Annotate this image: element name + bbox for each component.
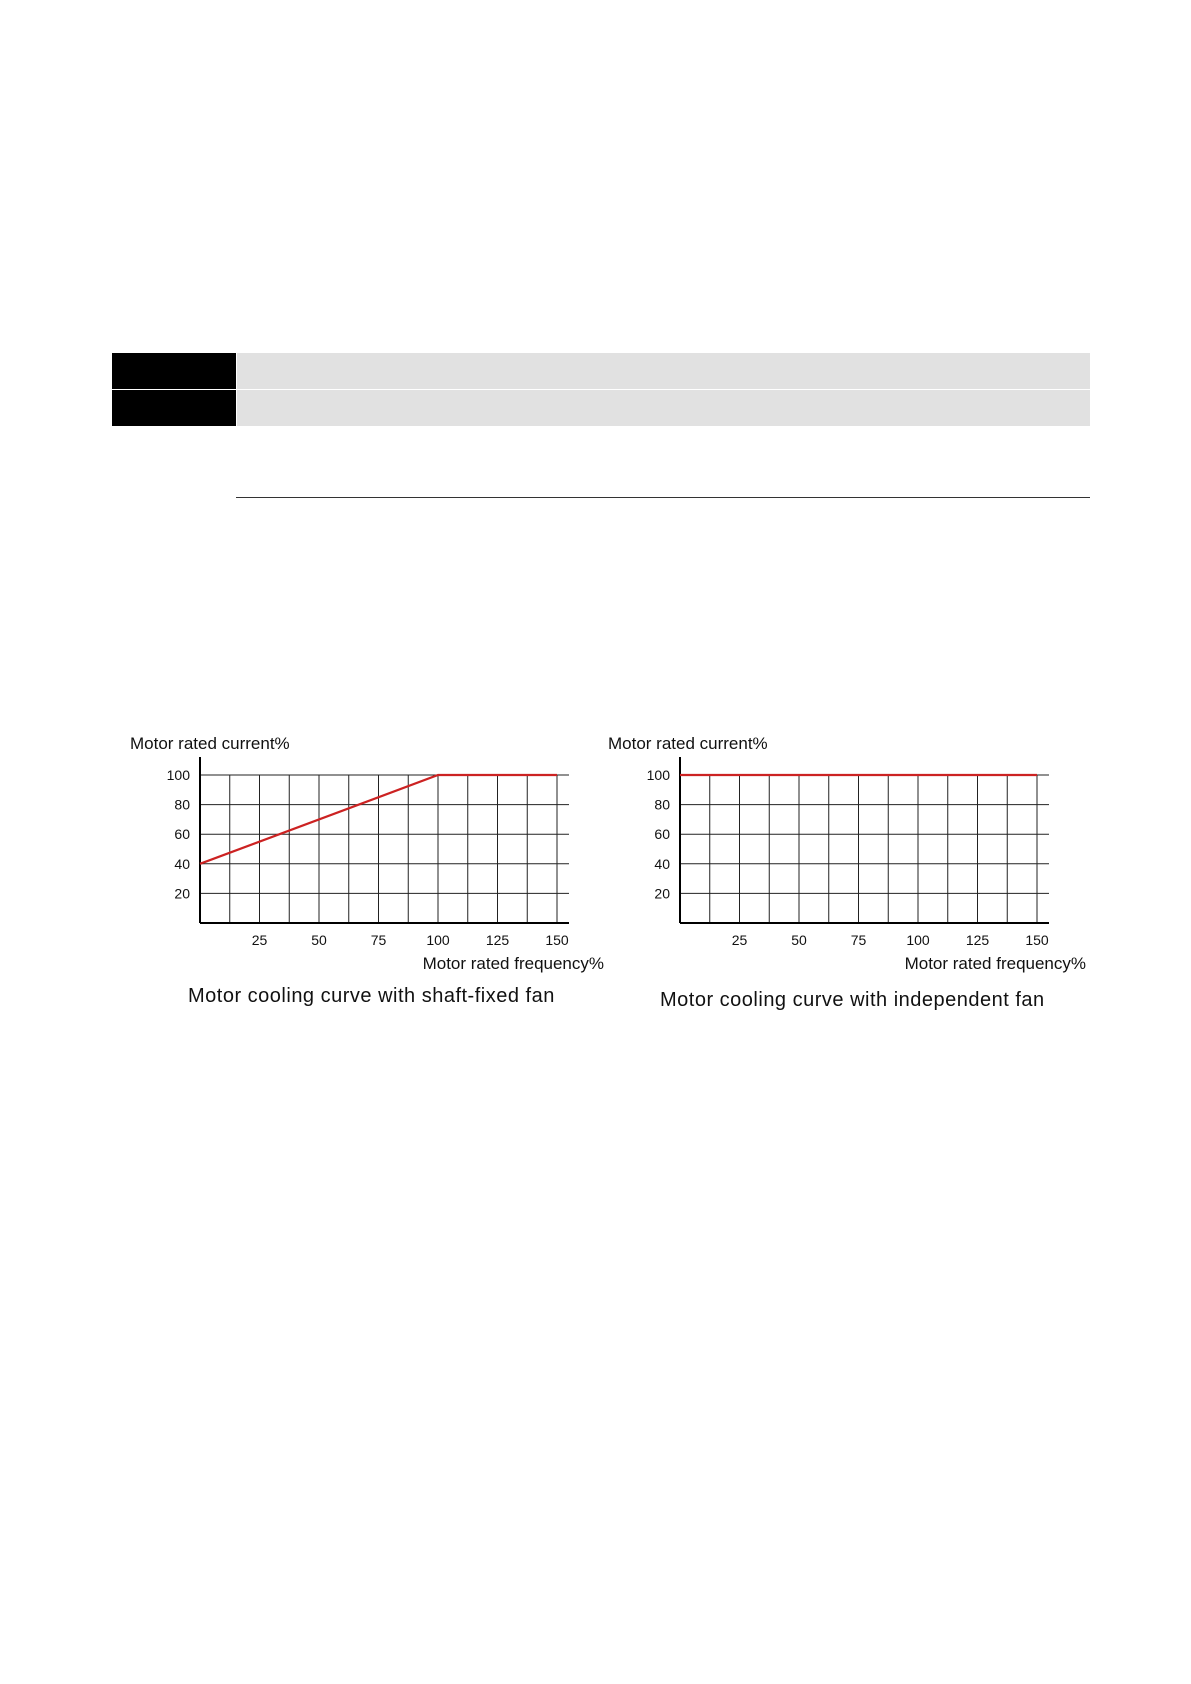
x-tick-label: 50 (311, 932, 327, 948)
x-tick-label: 75 (370, 932, 387, 948)
chart-shaft-fixed-fan (120, 720, 610, 1020)
y-axis-label: Motor rated current% (130, 734, 290, 753)
header-block (112, 353, 236, 389)
x-tick-label: 100 (426, 932, 450, 948)
x-axis-label: Motor rated frequency% (904, 954, 1086, 973)
chart-independent-fan (600, 720, 1090, 1020)
y-tick-label: 80 (654, 796, 670, 813)
x-tick-label: 150 (545, 932, 569, 948)
x-tick-label: 100 (906, 932, 930, 948)
y-tick-label: 40 (174, 855, 190, 872)
y-tick-label: 40 (654, 855, 670, 872)
header-block (112, 390, 236, 426)
x-tick-label: 25 (251, 932, 268, 948)
x-tick-label: 25 (731, 932, 748, 948)
x-tick-label: 75 (850, 932, 867, 948)
y-tick-label: 100 (646, 767, 670, 783)
x-tick-label: 50 (791, 932, 807, 948)
header-bar (237, 353, 1090, 389)
y-axis-label: Motor rated current% (608, 734, 768, 753)
y-tick-label: 20 (654, 885, 670, 902)
chart-svg (120, 720, 610, 1020)
header-row-1 (112, 353, 1090, 389)
y-tick-label: 20 (174, 885, 190, 902)
y-tick-label: 60 (654, 826, 670, 843)
header-row-2 (112, 390, 1090, 426)
y-tick-label: 80 (174, 796, 190, 813)
x-tick-label: 150 (1025, 932, 1049, 948)
y-tick-label: 100 (166, 767, 190, 783)
section-rule (236, 497, 1090, 498)
header-bar (237, 390, 1090, 426)
chart-caption: Motor cooling curve with shaft-fixed fan (188, 985, 555, 1007)
chart-caption: Motor cooling curve with independent fan (660, 989, 1045, 1011)
x-tick-label: 125 (485, 932, 510, 948)
x-tick-label: 125 (965, 932, 990, 948)
chart-svg (600, 720, 1090, 1020)
x-axis-label: Motor rated frequency% (422, 954, 604, 973)
y-tick-label: 60 (174, 826, 190, 843)
